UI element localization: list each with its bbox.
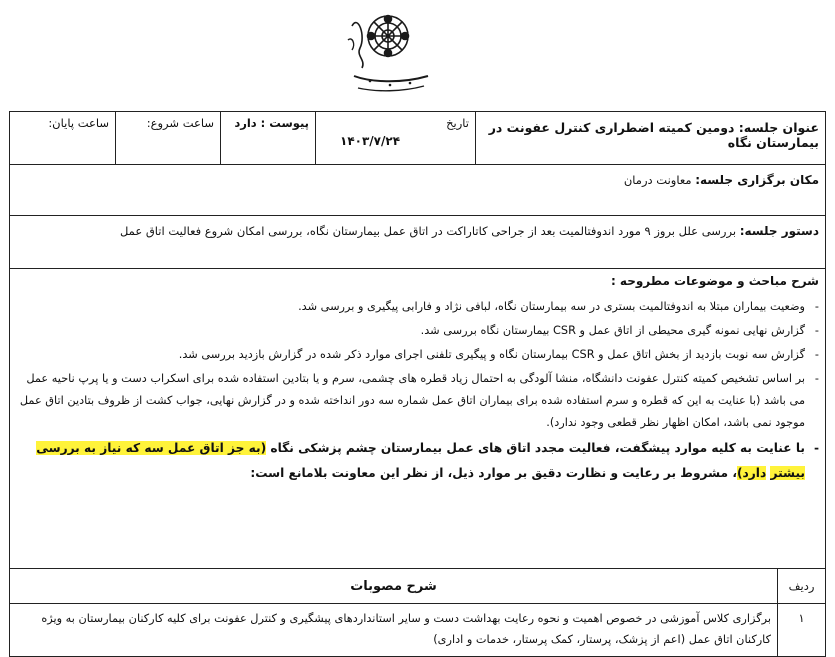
meeting-header-table [9,111,826,569]
decision-item: - با عنایت به کلیه موارد پیشگفت، فعالیت مجدد اتاق های عمل بیمارستان چشم پزشکی نگاه (به جز اتاق عمل سه که نیاز به بررسی بیشتر دارد)، مشروط بر رعایت و نظارت دقیق بر موارد ذیل، از نظر این معاونت بلامانع است: [36,441,819,480]
discussion-title: شرح مباحث و موضوعات مطروحه : [610,274,819,288]
location-label: مکان برگزاری جلسه: [695,173,819,187]
start-time-cell [116,112,221,165]
meeting-title-cell [476,112,826,165]
highlighted-text-1: (به جز اتاق عمل سه که نیاز به بررسی بیشتر [36,441,805,480]
meeting-title-label: عنوان جلسه: [738,120,819,135]
discussion-cell [10,269,826,569]
list-item: - گزارش نهایی نمونه گیری محیطی از اتاق عمل و CSR بیمارستان نگاه بررسی شد. [420,324,819,337]
end-time-label: ساعت پایان: [48,116,109,130]
decision-text-2: ، مشروط بر رعایت و نظارت دقیق بر موارد ذیل، از نظر این معاونت بلامانع است: [250,466,737,480]
list-item: - وضعیت بیماران مبتلا به اندوفتالمیت بستری در سه بیمارستان نگاه، لبافی نژاد و فارابی پیگیری و بررسی شد. [298,300,819,313]
date-cell [316,112,476,165]
location-cell [10,165,826,216]
resolutions-title: شرح مصوبات [10,569,778,604]
start-time-label: ساعت شروع: [146,116,214,130]
meeting-date: ۱۴۰۳/۷/۲۴ [340,134,401,148]
row-number-header: ردیف [778,569,826,604]
attachment-label: پیوست : دارد [234,116,309,130]
agenda-cell [10,216,826,269]
list-item: - گزارش سه نوبت بازدید از بخش اتاق عمل و CSR بیمارستان نگاه و پیگیری تلفنی اجرای موارد ذکر شده در گزارش بازدید بررسی شد. [178,348,819,361]
meeting-title: دومین کمیته اضطراری کنترل عفونت در بیمارستان نگاه [488,120,819,150]
resolutions-table [9,568,826,657]
university-emblem-icon [340,6,440,102]
end-time-cell [10,112,116,165]
highlighted-text-2: دارد) [736,466,767,480]
location-value: معاونت درمان [623,173,692,187]
attachment-cell [221,112,316,165]
table-row [10,604,826,657]
discussion-list [16,296,819,486]
date-label: تاریخ [446,116,469,130]
decision-text-1: با عنایت به کلیه موارد پیشگفت، فعالیت مجدد اتاق های عمل بیمارستان چشم پزشکی نگاه [266,441,805,455]
resolution-text: برگزاری کلاس آموزشی در خصوص اهمیت و نحوه رعایت بهداشت دست و سایر استانداردهای پیشگیری و کنترل عفونت برای کلیه کارکنان بیمارستان به ویژه کارکنان اتاق عمل (اعم از پزشک، پرستار، کمک پرستار، خدمات و اداری) [10,604,778,657]
list-item: - بر اساس تشخیص کمیته کنترل عفونت دانشگاه، منشا آلودگی به احتمال زیاد قطره های چشمی، سرم و یا بتادین استفاده شده برای اسکراب دست و یا پرپ ناحیه عمل می باشد (با عنایت به این که قطره و سرم استفاده شده برای بیماران اتاق عمل شماره سه دور انداخته شده و در گزارش نهایی، جواب کشت از ظروف بتادین اتاق عمل موجود نمی باشد، امکان اظهار نظر قطعی وجود ندارد). [19,372,819,429]
row-number: ۱ [778,604,826,657]
agenda-value: بررسی علل بروز ۹ مورد اندوفتالمیت بعد از جراحی کاتاراکت در اتاق عمل بیمارستان نگاه، بررسی امکان شروع فعالیت اتاق عمل [119,224,737,238]
minutes-document [10,111,826,657]
agenda-label: دستور جلسه: [739,224,819,238]
